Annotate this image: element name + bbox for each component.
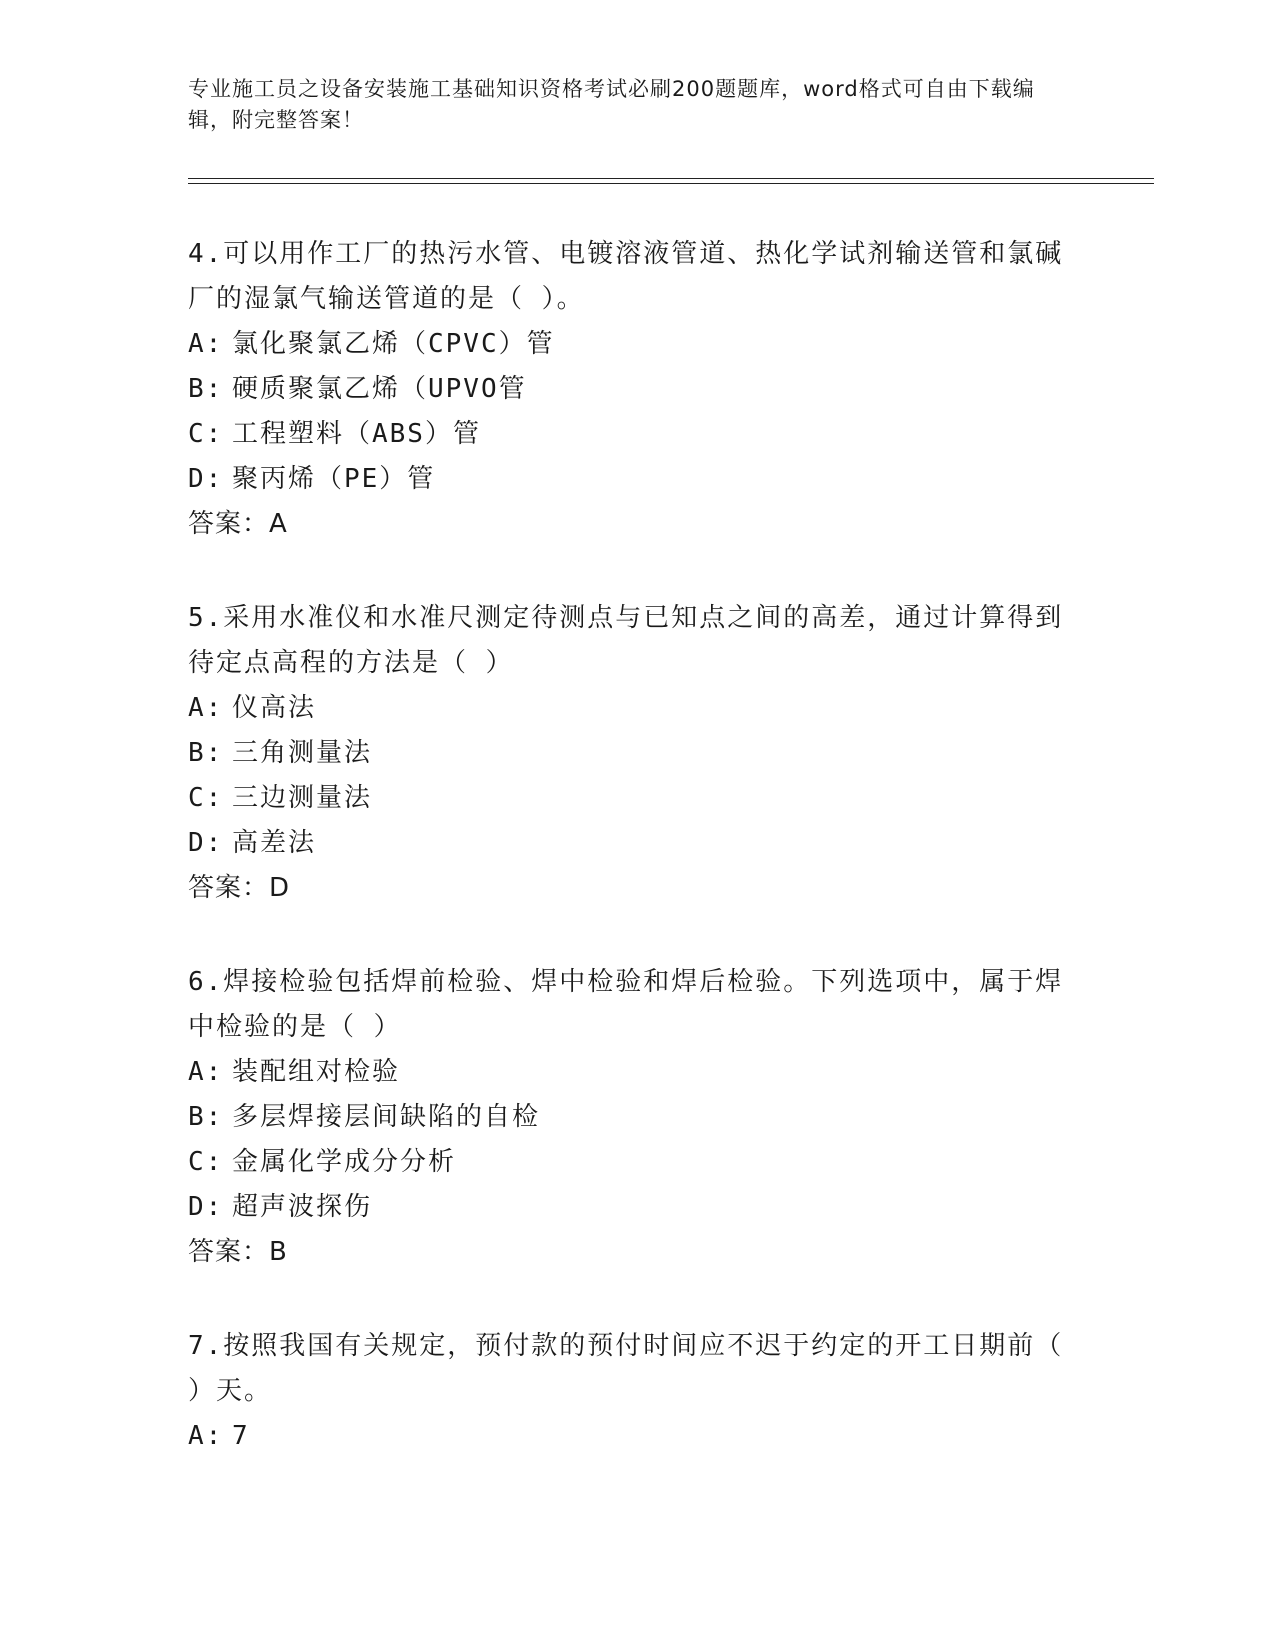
option-d: [188, 1185, 1068, 1230]
option-letter: C:: [188, 783, 224, 813]
question-stem: 4.可以用作工厂的热污水管、电镀溶液管道、热化学试剂输送管和氯碱厂的湿氯气输送管道的是（ ）。: [188, 239, 1064, 314]
option-text: 聚丙烯（PE）管: [232, 464, 436, 494]
document-header: 专业施工员之设备安装施工基础知识资格考试必刷200题题库，word格式可自由下载编辑，附完整答案！: [188, 77, 1035, 132]
answer: 答案：A: [188, 509, 288, 539]
option-a: [188, 686, 1068, 731]
question-stem: 5.采用水准仪和水准尺测定待测点与已知点之间的高差，通过计算得到待定点高程的方法是（ ）: [188, 603, 1064, 678]
option-letter: C:: [188, 1147, 224, 1177]
option-letter: A:: [188, 1057, 224, 1087]
option-letter: B:: [188, 374, 224, 404]
option-letter: A:: [188, 329, 224, 359]
header-divider-top: [188, 178, 1154, 179]
option-d: [188, 457, 1068, 502]
question-stem: 7.按照我国有关规定，预付款的预付时间应不迟于约定的开工日期前（ ）天。: [188, 1331, 1064, 1406]
option-text: 仪高法: [232, 693, 317, 723]
option-text: 多层焊接层间缺陷的自检: [232, 1102, 541, 1132]
option-text: 硬质聚氯乙烯（UPVO管: [232, 374, 527, 404]
option-text: 高差法: [232, 828, 317, 858]
option-a: [188, 1050, 1068, 1095]
option-text: 工程塑料（ABS）管: [232, 419, 481, 449]
answer: 答案：B: [188, 1237, 288, 1267]
option-text: 超声波探伤: [232, 1192, 373, 1222]
option-letter: B:: [188, 738, 224, 768]
option-letter: C:: [188, 419, 224, 449]
option-d: [188, 821, 1068, 866]
option-b: [188, 731, 1068, 776]
question-7: [188, 1324, 1068, 1459]
question-4: [188, 232, 1068, 547]
option-text: 装配组对检验: [232, 1057, 401, 1087]
option-b: [188, 367, 1068, 412]
option-letter: D:: [188, 1192, 224, 1222]
option-letter: B:: [188, 1102, 224, 1132]
option-letter: D:: [188, 828, 224, 858]
option-text: 7: [232, 1421, 250, 1451]
option-letter: D:: [188, 464, 224, 494]
question-5: [188, 596, 1068, 911]
option-text: 三边测量法: [232, 783, 373, 813]
answer: 答案：D: [188, 873, 291, 903]
option-c: [188, 412, 1068, 457]
option-letter: A:: [188, 1421, 224, 1451]
option-c: [188, 776, 1068, 821]
option-text: 三角测量法: [232, 738, 373, 768]
option-c: [188, 1140, 1068, 1185]
option-text: 氯化聚氯乙烯（CPVC）管: [232, 329, 555, 359]
option-letter: A:: [188, 693, 224, 723]
question-stem: 6.焊接检验包括焊前检验、焊中检验和焊后检验。下列选项中，属于焊中检验的是（ ）: [188, 967, 1064, 1042]
header-divider-bottom: [188, 183, 1154, 184]
option-a: [188, 1414, 1068, 1459]
question-6: [188, 960, 1068, 1275]
option-b: [188, 1095, 1068, 1140]
option-a: [188, 322, 1068, 367]
option-text: 金属化学成分分析: [232, 1147, 457, 1177]
